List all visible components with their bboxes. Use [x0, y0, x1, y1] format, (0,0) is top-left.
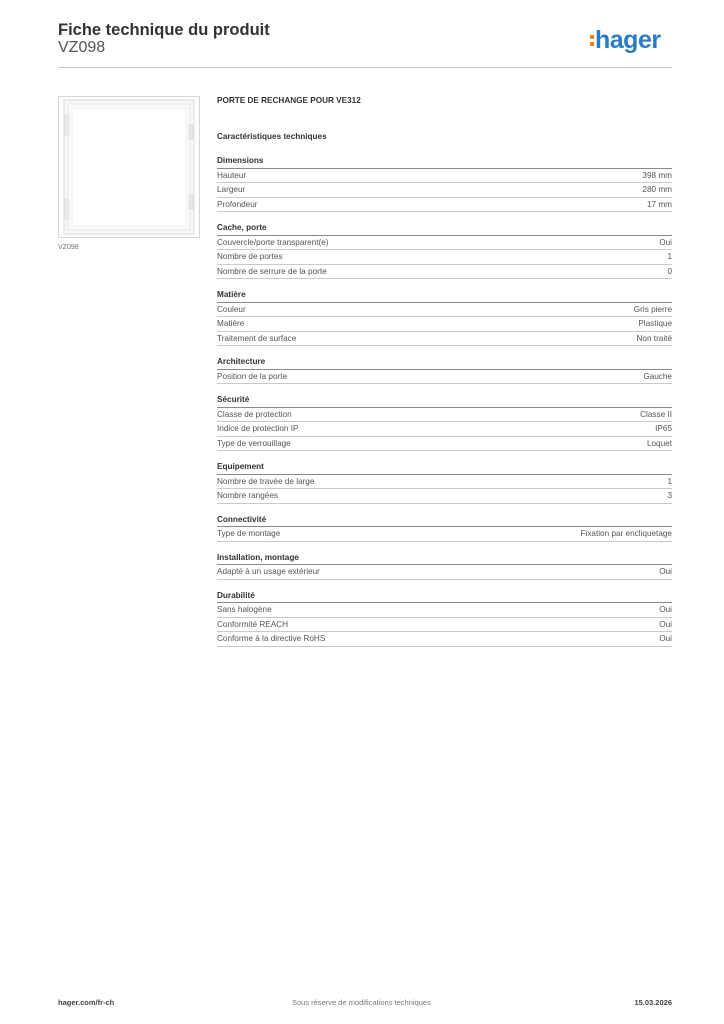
spec-section [217, 288, 672, 346]
logo-wordmark: hager [595, 26, 661, 54]
spec-label: Nombre de portes [217, 252, 283, 261]
spec-section [217, 589, 672, 647]
spec-value: 1 [667, 252, 672, 261]
spec-section [217, 393, 672, 451]
spec-value: Oui [659, 237, 672, 247]
spec-section [217, 221, 672, 279]
spec-row [217, 632, 672, 647]
door-panel-icon [59, 97, 199, 237]
spec-value: Oui [659, 605, 672, 614]
spec-value: Gris pierre [633, 304, 672, 314]
spec-label: Position de la porte [217, 371, 288, 381]
tech-heading: Caractéristiques techniques [217, 132, 327, 141]
spec-label: Matière [217, 319, 245, 328]
spec-label: Conformité REACH [217, 619, 288, 629]
section-title: Connectivité [217, 513, 672, 528]
spec-section [217, 551, 672, 580]
section-title: Architecture [217, 355, 672, 370]
spec-section [217, 154, 672, 212]
spec-value: 3 [667, 491, 672, 500]
spec-row [217, 183, 672, 198]
footer-disclaimer: Sous réserve de modifications techniques [292, 998, 431, 1007]
page-title: Fiche technique du produit [58, 21, 270, 39]
product-image [58, 96, 200, 238]
spec-row [217, 303, 672, 318]
spec-value: Fixation par encliquetage [580, 529, 672, 538]
section-title: Equipement [217, 460, 672, 475]
spec-label: Type de verrouillage [217, 438, 291, 448]
spec-label: Traitement de surface [217, 333, 297, 343]
spec-row [217, 475, 672, 490]
spec-row [217, 489, 672, 504]
product-name: PORTE DE RECHANGE POUR VE312 [217, 96, 361, 105]
spec-section [217, 513, 672, 542]
logo-colon-icon [590, 35, 594, 46]
spec-row [217, 408, 672, 423]
section-title: Cache, porte [217, 221, 672, 236]
spec-row [217, 565, 672, 580]
spec-row [217, 618, 672, 633]
spec-label: Couvercle/porte transparent(e) [217, 237, 329, 247]
spec-value: 398 mm [642, 170, 672, 180]
spec-value: Non traité [636, 333, 672, 343]
footer-website-link[interactable]: hager.com/fr-ch [58, 998, 115, 1007]
spec-sections [217, 154, 672, 647]
spec-label: Classe de protection [217, 409, 292, 419]
spec-label: Nombre de serrure de la porte [217, 266, 327, 276]
spec-row [217, 370, 672, 385]
spec-row [217, 332, 672, 347]
spec-row [217, 236, 672, 251]
spec-label: Largeur [217, 185, 246, 194]
footer-date: 15.03.2026 [634, 998, 672, 1007]
spec-label: Nombre de travée de large [217, 476, 315, 486]
header-divider [58, 67, 672, 68]
spec-label: Couleur [217, 304, 246, 314]
spec-value: Loquet [646, 438, 672, 448]
spec-value: 17 mm [646, 199, 672, 209]
spec-label: Nombre rangées [217, 491, 278, 500]
spec-label: Adapté à un usage extérieur [217, 567, 320, 576]
spec-label: Sans halogène [217, 605, 272, 614]
spec-label: Conforme à la directive RoHS [217, 634, 326, 643]
spec-value: Oui [659, 619, 672, 629]
section-title: Durabilité [217, 589, 672, 604]
spec-label: Hauteur [217, 170, 247, 180]
spec-label: Type de montage [217, 529, 281, 538]
section-title: Sécurité [217, 393, 672, 408]
product-code: VZ098 [58, 39, 106, 56]
spec-row [217, 250, 672, 265]
spec-value: IP65 [655, 424, 672, 433]
spec-row [217, 422, 672, 437]
hager-logo [590, 28, 661, 53]
spec-value: 280 mm [642, 185, 672, 194]
spec-row [217, 437, 672, 452]
section-title: Installation, montage [217, 551, 672, 566]
spec-value: Oui [659, 567, 672, 576]
spec-value: Oui [659, 634, 672, 643]
spec-value: Gauche [643, 371, 672, 381]
spec-row [217, 317, 672, 332]
spec-value: 0 [667, 266, 672, 276]
spec-row [217, 265, 672, 280]
spec-row [217, 169, 672, 184]
spec-row [217, 198, 672, 213]
section-title: Dimensions [217, 154, 672, 169]
spec-row [217, 527, 672, 542]
spec-section [217, 355, 672, 384]
spec-value: 1 [667, 476, 672, 486]
spec-row [217, 603, 672, 618]
spec-section [217, 460, 672, 504]
spec-value: Plastique [638, 319, 672, 328]
image-caption: VZ098 [58, 244, 79, 251]
spec-label: Profondeur [217, 199, 258, 209]
section-title: Matière [217, 288, 672, 303]
spec-label: Indice de protection IP [217, 424, 299, 433]
spec-content [217, 96, 672, 656]
spec-value: Classe II [640, 409, 672, 419]
